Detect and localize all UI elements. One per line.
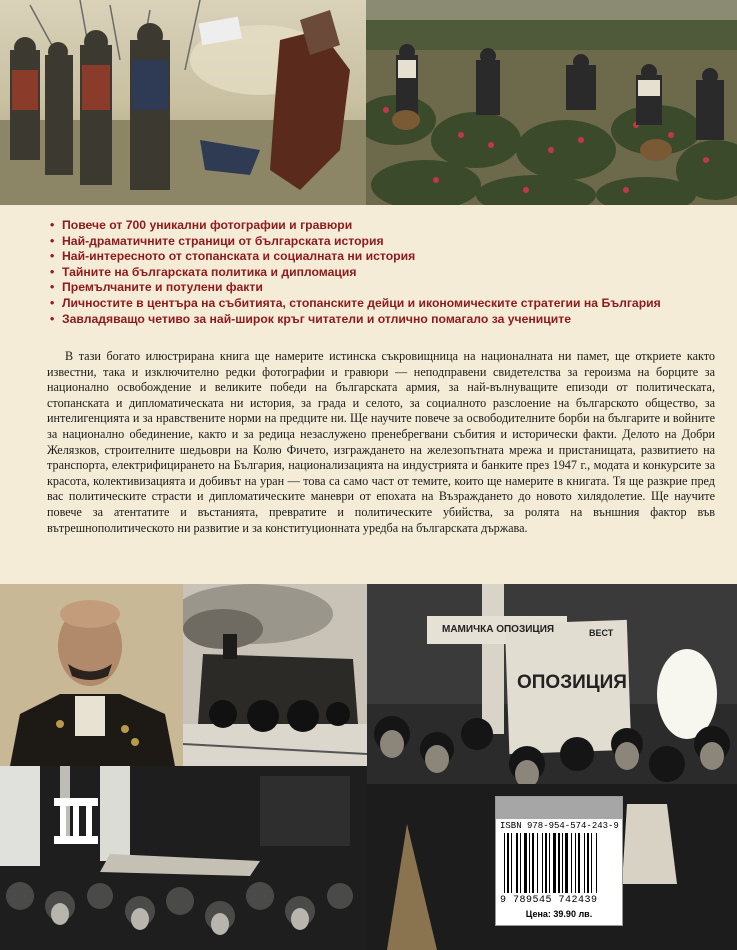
bullet-item: • Най-интересното от стопанската и социалната ни история (50, 249, 416, 264)
bullet-item: • Най-драматичните страници от българската история (50, 233, 384, 248)
cross-sign-text: МАМИЧКА ОПОЗИЦИЯ (442, 624, 555, 635)
locomotive-photo (183, 584, 367, 766)
sign-vest-text: ВЕСТ (589, 628, 614, 638)
bullet-item: • Повече от 700 уникални фотографии и гравюри (50, 218, 353, 232)
publisher-logo (52, 796, 100, 846)
isbn-label: ISBN 978-954-574-243-9 (500, 821, 619, 831)
price-label: Цена: 39.90 лв. (525, 909, 593, 919)
feature-bullet-list (50, 218, 720, 327)
crowd-pillar-photo (0, 766, 367, 950)
bullet-item: • Премълчаните и потулени факти (50, 280, 263, 295)
battle-painting (0, 0, 366, 205)
barcode-header (496, 797, 622, 819)
bullet-item: • Личностите в центъра на събитията, стопанските дейци и икономическите стратегии на България (50, 295, 661, 310)
barcode-icon (502, 833, 616, 895)
barcode-block (495, 796, 623, 926)
description-paragraph: В тази богато илюстрирана книга ще намерите истинска съкровищница на националната ни памет, ще откриете както известни, така и изключително редки фотографии и гравюри — неподправени свидетелства за героизма на борците за национално освобождение и великите победи на българската армия, за най-вълнуващите епизоди от политическата, стопанската и дипломатическата ни история, за града и селото, за социалното разслоение на българското общество, за интелигенцията и за нравствените норми на предците ни. Ще научите повече за освободителните борби на българите и войните за национално обединение, както и за редица незаслужено пренебрегвани събития и исторически факти. Делото на Добри Желязков, строителните шедьоври на Колю Фичето, изграждането на железопътната мрежа и пристанищата, развитието на транспорта, електрифицирането на България, национализацията на индустрията и банките през 1947 г., модата и конкурсите за красота, колективизацията и добивът на уран — това са само част от темите, които ще намерите в книгата. Тя ще разкрие пред вас политическите страсти и дипломатическите маневри от епохата на Възраждането до новото хилядолетие. Ще научите повече за атентатите и въстанията, превратите и политическите убийства, за ролята на външния фактор във вътрешнополитическото ни развитие и за конституционната уредба на българската държава. (47, 349, 715, 535)
barcode-digits: 9 789545 742439 (500, 895, 598, 906)
bullet-item: • Тайните на българската политика и дипломация (50, 264, 357, 279)
bullet-item: • Завладяващо четиво за най-широк кръг читатели и отлично помагало за учениците (50, 311, 571, 326)
portrait-photo (0, 584, 183, 766)
sign-banner-text: ОПОЗИЦИЯ (517, 672, 627, 693)
rose-harvest-photo (366, 0, 737, 205)
